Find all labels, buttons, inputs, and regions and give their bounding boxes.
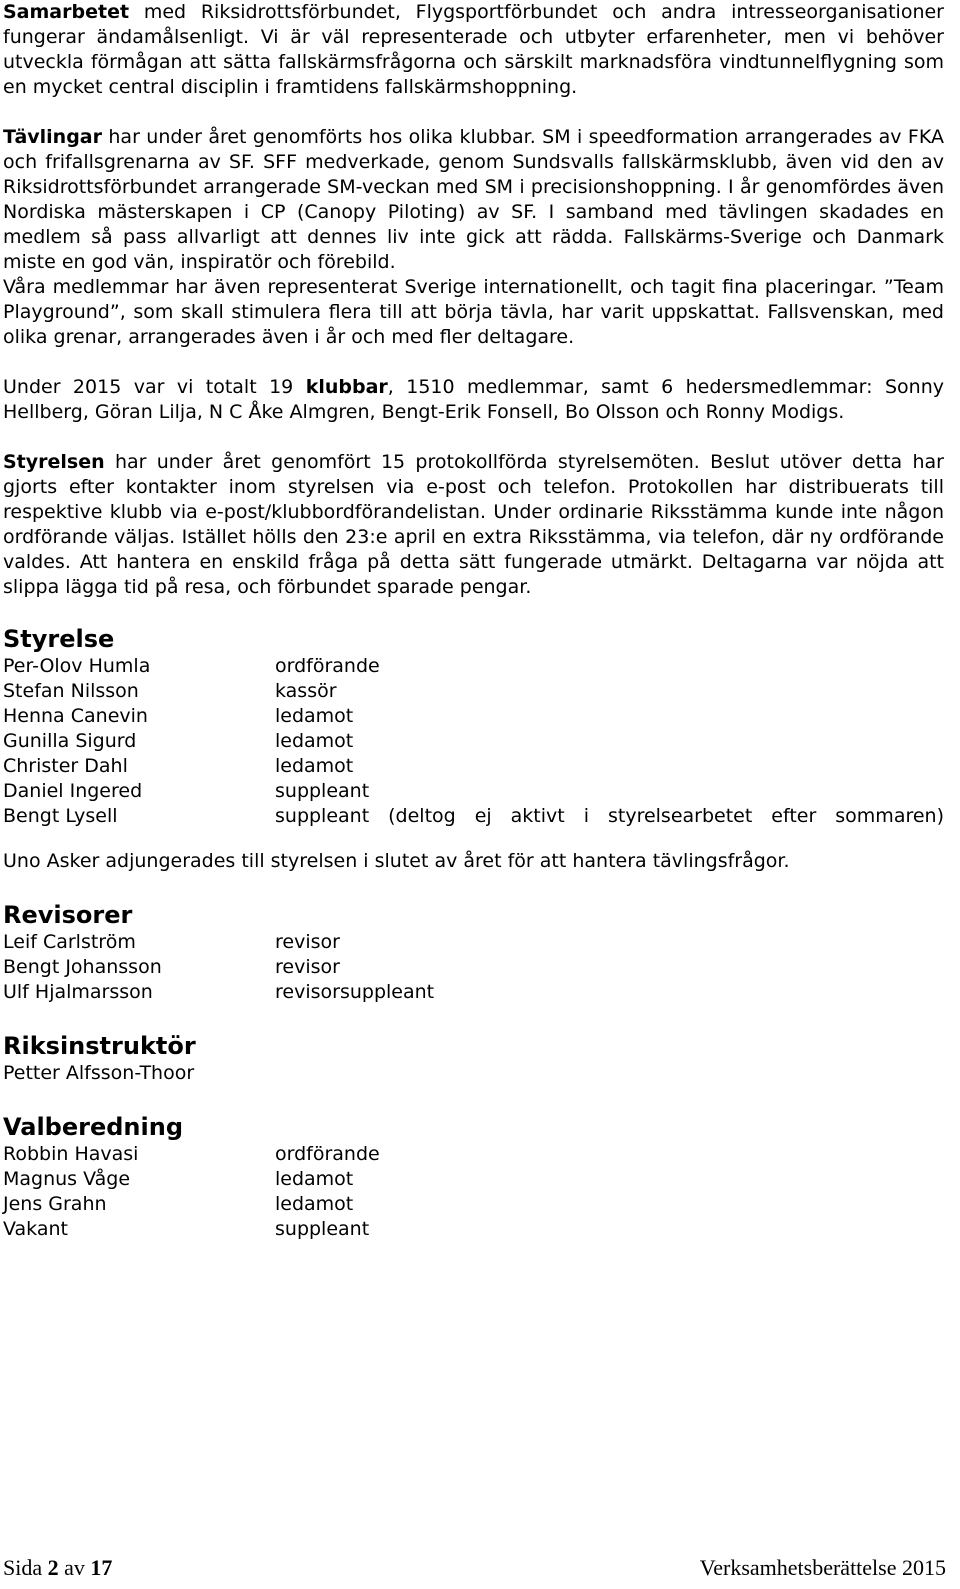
member-name: Stefan Nilsson (3, 680, 139, 702)
paragraph-samarbete (3, 0, 944, 100)
member-name: Ulf Hjalmarsson (3, 981, 153, 1003)
member-name: Magnus Våge (3, 1168, 131, 1190)
member-role: ledamot (275, 730, 354, 752)
member-name: Vakant (3, 1218, 68, 1240)
paragraph-text: har under året genomfört 15 protokollförda styrelsemöten. Beslut utöver detta har gjorts efter kontakter inom styrelsen via e-post och telefon. Protokollen har distribuerats till respektive klubb via e-post/klubbordförandelistan. Under ordinarie Riksstämma kunde inte någon ordförande väljas. Istället hölls den 23:e april en extra Riksstämma, via telefon, där ny ordförande valdes. Att hantera en enskild fråga på detta sätt fungerade utmärkt. Deltagarna var nöjda att slippa lägga tid på resa, och förbundet sparade pengar. (3, 451, 944, 598)
page-footer (3, 1555, 946, 1581)
member-role: suppleant (275, 1218, 370, 1240)
member-role: ledamot (275, 1168, 354, 1190)
page-mid: av (58, 1555, 91, 1580)
paragraph-text: har under året genomförts hos olika klubbar. SM i speedformation arrangerades av FKA och frifallsgrenarna av SF. SFF medverkade, genom Sundsvalls fallskärmsklubb, även vid den av Riksidrottsförbundet arrangerade SM-veckan med SM i precisionshoppning. I år genomfördes även Nordiska mästerskapen i CP (Canopy Piloting) av SF. I samband med tävlingen skadades en medlem så pass allvarligt att dennes liv inte gick att rädda. Fallskärms-Sverige och Danmark miste en god vän, inspiratör och förebild. (3, 126, 944, 273)
document-body (3, 0, 944, 1242)
styrelse-roster (3, 654, 944, 829)
roster-row (3, 654, 944, 679)
member-name: Daniel Ingered (3, 780, 143, 802)
heading-riksinstruktor: Riksinstruktör (3, 1032, 196, 1060)
member-name: Bengt Lysell (3, 805, 118, 827)
member-name: Leif Carlström (3, 931, 136, 953)
page-prefix: Sida (3, 1555, 48, 1580)
member-role: ordförande (275, 1143, 380, 1165)
styrelse-note: Uno Asker adjungerades till styrelsen i slutet av året för att hantera tävlingsfrågor. (3, 850, 790, 872)
paragraph-medlemmar (3, 375, 944, 425)
paragraph-tavlingar (3, 125, 944, 275)
roster-row (3, 754, 944, 779)
spacer (3, 829, 944, 849)
page-number: 2 (47, 1555, 59, 1580)
page-number-label (3, 1555, 112, 1581)
paragraph-text: , 1510 medlemmar, samt 6 hedersmedlemmar: Sonny Hellberg, Göran Lilja, N C Åke Almgren, Bengt-Erik Fonsell, Bo Olsson och Ronny Modigs. (3, 376, 944, 423)
paragraph-styrelsen (3, 450, 944, 600)
riksinstruktor-row (3, 1061, 944, 1086)
member-name: Henna Canevin (3, 705, 148, 727)
roster-row (3, 1167, 944, 1192)
bold-klubbar: klubbar (305, 376, 388, 398)
member-role: ledamot (275, 755, 354, 777)
spacer (3, 1086, 944, 1112)
paragraph-text: med Riksidrottsförbundet, Flygsportförbundet och andra intresseorganisationer fungerar ändamålsenligt. Vi är väl representerade och utbyter erfarenheter, men vi behöver utveckla förmågan att sätta fallskärmsfrågorna och särskilt marknadsföra vindtunnelflygning som en mycket central disciplin i framtidens fallskärmshoppning. (3, 1, 944, 98)
roster-row (3, 704, 944, 729)
roster-row (3, 1192, 944, 1217)
paragraph-representation: Våra medlemmar har även representerat Sverige internationellt, och tagit fina placeringar. ”Team Playground”, som skall stimulera flera till att börja tävla, har varit uppskattat. Fallsvenskan, med olika grenar, arrangerades även i år och med fler deltagare. (3, 276, 944, 348)
heading-styrelse: Styrelse (3, 625, 115, 653)
revisorer-roster (3, 930, 944, 1005)
member-name: Bengt Johansson (3, 956, 162, 978)
member-role: revisor (275, 956, 340, 978)
member-role: revisor (275, 931, 340, 953)
member-role: ledamot (275, 1193, 354, 1215)
member-role: suppleant (275, 780, 370, 802)
lead-styrelsen: Styrelsen (3, 451, 105, 473)
valberedning-roster (3, 1142, 944, 1242)
member-name: Per-Olov Humla (3, 655, 151, 677)
roster-row (3, 955, 944, 980)
heading-revisorer: Revisorer (3, 901, 133, 929)
roster-row (3, 729, 944, 754)
member-role: ordförande (275, 655, 380, 677)
roster-row (3, 804, 944, 829)
roster-row (3, 779, 944, 804)
member-role: kassör (275, 680, 337, 702)
lead-samarbetet: Samarbetet (3, 1, 130, 23)
spacer (3, 1005, 944, 1031)
lead-tavlingar: Tävlingar (3, 126, 102, 148)
roster-row (3, 930, 944, 955)
member-role: revisorsuppleant (275, 981, 435, 1003)
member-name: Petter Alfsson-Thoor (3, 1062, 195, 1084)
heading-valberedning: Valberedning (3, 1113, 184, 1141)
member-name: Jens Grahn (3, 1193, 107, 1215)
member-role: suppleant (deltog ej aktivt i styrelsearbetet efter sommaren) (275, 805, 944, 827)
roster-row (3, 1142, 944, 1167)
document-title: Verksamhetsberättelse 2015 (699, 1555, 946, 1580)
roster-row (3, 1217, 944, 1242)
page-total: 17 (90, 1555, 113, 1580)
spacer (3, 874, 944, 900)
member-name: Gunilla Sigurd (3, 730, 137, 752)
member-name: Christer Dahl (3, 755, 128, 777)
roster-row (3, 679, 944, 704)
member-role: ledamot (275, 705, 354, 727)
member-name: Robbin Havasi (3, 1143, 139, 1165)
roster-row (3, 980, 944, 1005)
paragraph-text: Under 2015 var vi totalt 19 (3, 376, 306, 398)
